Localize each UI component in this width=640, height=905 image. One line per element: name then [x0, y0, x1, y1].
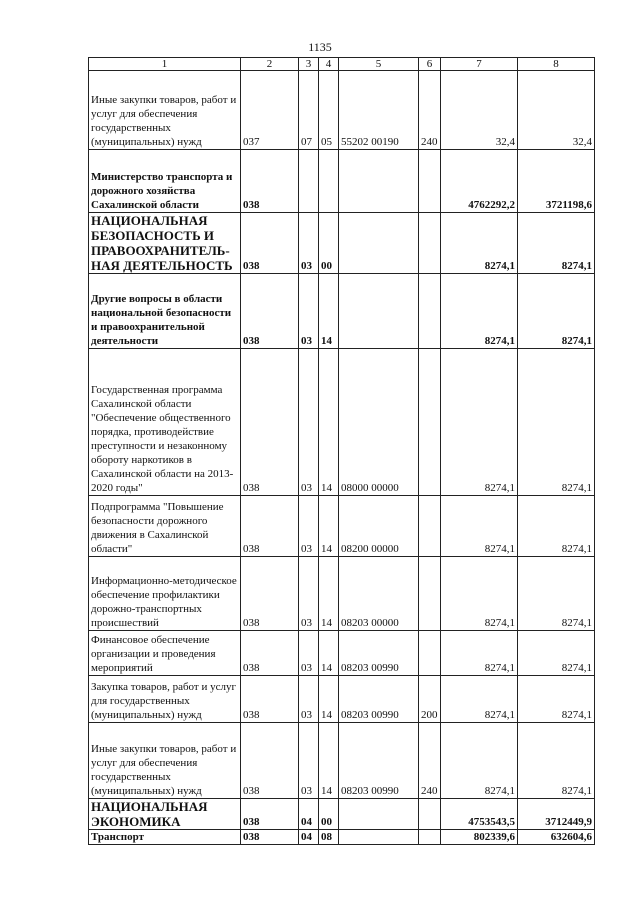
table-row	[89, 676, 595, 723]
target-article-code: 08203 00990	[339, 676, 419, 723]
column-number-7: 7	[441, 58, 518, 71]
expense-type-code	[419, 274, 441, 349]
table-row	[89, 71, 595, 150]
table-row	[89, 723, 595, 799]
ministry-code: 038	[241, 830, 299, 845]
amount-col7: 8274,1	[441, 723, 518, 799]
amount-col7: 32,4	[441, 71, 518, 150]
amount-col7: 8274,1	[441, 274, 518, 349]
section-code: 04	[299, 830, 319, 845]
section-code: 03	[299, 274, 319, 349]
amount-col7: 8274,1	[441, 557, 518, 631]
page-number: 1135	[308, 40, 332, 54]
target-article-code: 08200 00000	[339, 496, 419, 557]
column-number-6: 6	[419, 58, 441, 71]
table-row	[89, 349, 595, 496]
subsection-code: 05	[319, 71, 339, 150]
row-name: Транспорт	[89, 830, 241, 845]
expense-type-code: 240	[419, 71, 441, 150]
section-code: 03	[299, 631, 319, 676]
table-row	[89, 213, 595, 274]
section-code: 03	[299, 723, 319, 799]
table-row	[89, 557, 595, 631]
target-article-code: 55202 00190	[339, 71, 419, 150]
section-code: 03	[299, 349, 319, 496]
target-article-code: 08203 00990	[339, 723, 419, 799]
ministry-code: 038	[241, 213, 299, 274]
target-article-code	[339, 799, 419, 830]
amount-col8: 3721198,6	[518, 150, 595, 213]
row-name: Иные закупки товаров, работ и услуг для обеспечения государственных (муниципальных) нужд	[89, 723, 241, 799]
row-name: Подпрограмма "Повышение безопасности дорожного движения в Сахалинской области"	[89, 496, 241, 557]
amount-col7: 802339,6	[441, 830, 518, 845]
subsection-code: 14	[319, 557, 339, 631]
budget-table-body	[89, 58, 595, 845]
table-row	[89, 799, 595, 830]
subsection-code: 00	[319, 213, 339, 274]
ministry-code: 038	[241, 723, 299, 799]
amount-col8: 632604,6	[518, 830, 595, 845]
expense-type-code	[419, 150, 441, 213]
target-article-code	[339, 274, 419, 349]
amount-col8: 8274,1	[518, 631, 595, 676]
section-code: 03	[299, 676, 319, 723]
expense-type-code	[419, 349, 441, 496]
expense-type-code	[419, 631, 441, 676]
column-number-1: 1	[89, 58, 241, 71]
subsection-code: 08	[319, 830, 339, 845]
target-article-code: 08203 00990	[339, 631, 419, 676]
table-row	[89, 274, 595, 349]
column-number-3: 3	[299, 58, 319, 71]
amount-col7: 8274,1	[441, 496, 518, 557]
section-code: 03	[299, 557, 319, 631]
expense-type-code	[419, 557, 441, 631]
column-number-5: 5	[339, 58, 419, 71]
subsection-code: 14	[319, 274, 339, 349]
ministry-code: 038	[241, 676, 299, 723]
row-name: Финансовое обеспечение организации и проведения мероприятий	[89, 631, 241, 676]
row-name: Другие вопросы в области национальной безопасности и правоохранительной деятельности	[89, 274, 241, 349]
row-name: Информационно-методическое обеспечение профилактики дорожно-транспортных происшествий	[89, 557, 241, 631]
expense-type-code: 240	[419, 723, 441, 799]
budget-table	[88, 57, 595, 845]
column-number-8: 8	[518, 58, 595, 71]
amount-col7: 4753543,5	[441, 799, 518, 830]
row-name: Закупка товаров, работ и услуг для государственных (муниципальных) нужд	[89, 676, 241, 723]
target-article-code	[339, 830, 419, 845]
amount-col7: 4762292,2	[441, 150, 518, 213]
expense-type-code	[419, 830, 441, 845]
target-article-code: 08203 00000	[339, 557, 419, 631]
row-name: НАЦИОНАЛЬНАЯ БЕЗОПАСНОСТЬ И ПРАВООХРАНИТЕЛЬ-НАЯ ДЕЯТЕЛЬНОСТЬ	[89, 213, 241, 274]
ministry-code: 038	[241, 799, 299, 830]
target-article-code	[339, 213, 419, 274]
amount-col8: 3712449,9	[518, 799, 595, 830]
table-row	[89, 496, 595, 557]
ministry-code: 038	[241, 150, 299, 213]
expense-type-code: 200	[419, 676, 441, 723]
target-article-code	[339, 150, 419, 213]
table-row	[89, 150, 595, 213]
subsection-code: 14	[319, 349, 339, 496]
subsection-code: 00	[319, 799, 339, 830]
amount-col7: 8274,1	[441, 213, 518, 274]
subsection-code: 14	[319, 676, 339, 723]
subsection-code	[319, 150, 339, 213]
row-name: НАЦИОНАЛЬНАЯ ЭКОНОМИКА	[89, 799, 241, 830]
amount-col7: 8274,1	[441, 349, 518, 496]
section-code: 03	[299, 496, 319, 557]
ministry-code: 038	[241, 496, 299, 557]
table-row	[89, 631, 595, 676]
amount-col8: 8274,1	[518, 557, 595, 631]
ministry-code: 038	[241, 274, 299, 349]
subsection-code: 14	[319, 496, 339, 557]
ministry-code: 037	[241, 71, 299, 150]
amount-col7: 8274,1	[441, 631, 518, 676]
table-row	[89, 830, 595, 845]
subsection-code: 14	[319, 723, 339, 799]
ministry-code: 038	[241, 631, 299, 676]
row-name: Государственная программа Сахалинской области "Обеспечение общественного порядка, противодействие преступности и незаконному обороту наркотиков в Сахалинской области на 2013-2020 годы"	[89, 349, 241, 496]
amount-col8: 8274,1	[518, 723, 595, 799]
column-number-2: 2	[241, 58, 299, 71]
target-article-code: 08000 00000	[339, 349, 419, 496]
section-code	[299, 150, 319, 213]
row-name: Министерство транспорта и дорожного хозяйства Сахалинской области	[89, 150, 241, 213]
section-code: 07	[299, 71, 319, 150]
column-number-4: 4	[319, 58, 339, 71]
subsection-code: 14	[319, 631, 339, 676]
ministry-code: 038	[241, 557, 299, 631]
amount-col8: 8274,1	[518, 349, 595, 496]
expense-type-code	[419, 213, 441, 274]
amount-col8: 32,4	[518, 71, 595, 150]
amount-col8: 8274,1	[518, 274, 595, 349]
row-name: Иные закупки товаров, работ и услуг для обеспечения государственных (муниципальных) нужд	[89, 71, 241, 150]
amount-col7: 8274,1	[441, 676, 518, 723]
expense-type-code	[419, 496, 441, 557]
amount-col8: 8274,1	[518, 213, 595, 274]
expense-type-code	[419, 799, 441, 830]
section-code: 03	[299, 213, 319, 274]
amount-col8: 8274,1	[518, 496, 595, 557]
column-number-header-row	[89, 58, 595, 71]
section-code: 04	[299, 799, 319, 830]
amount-col8: 8274,1	[518, 676, 595, 723]
ministry-code: 038	[241, 349, 299, 496]
